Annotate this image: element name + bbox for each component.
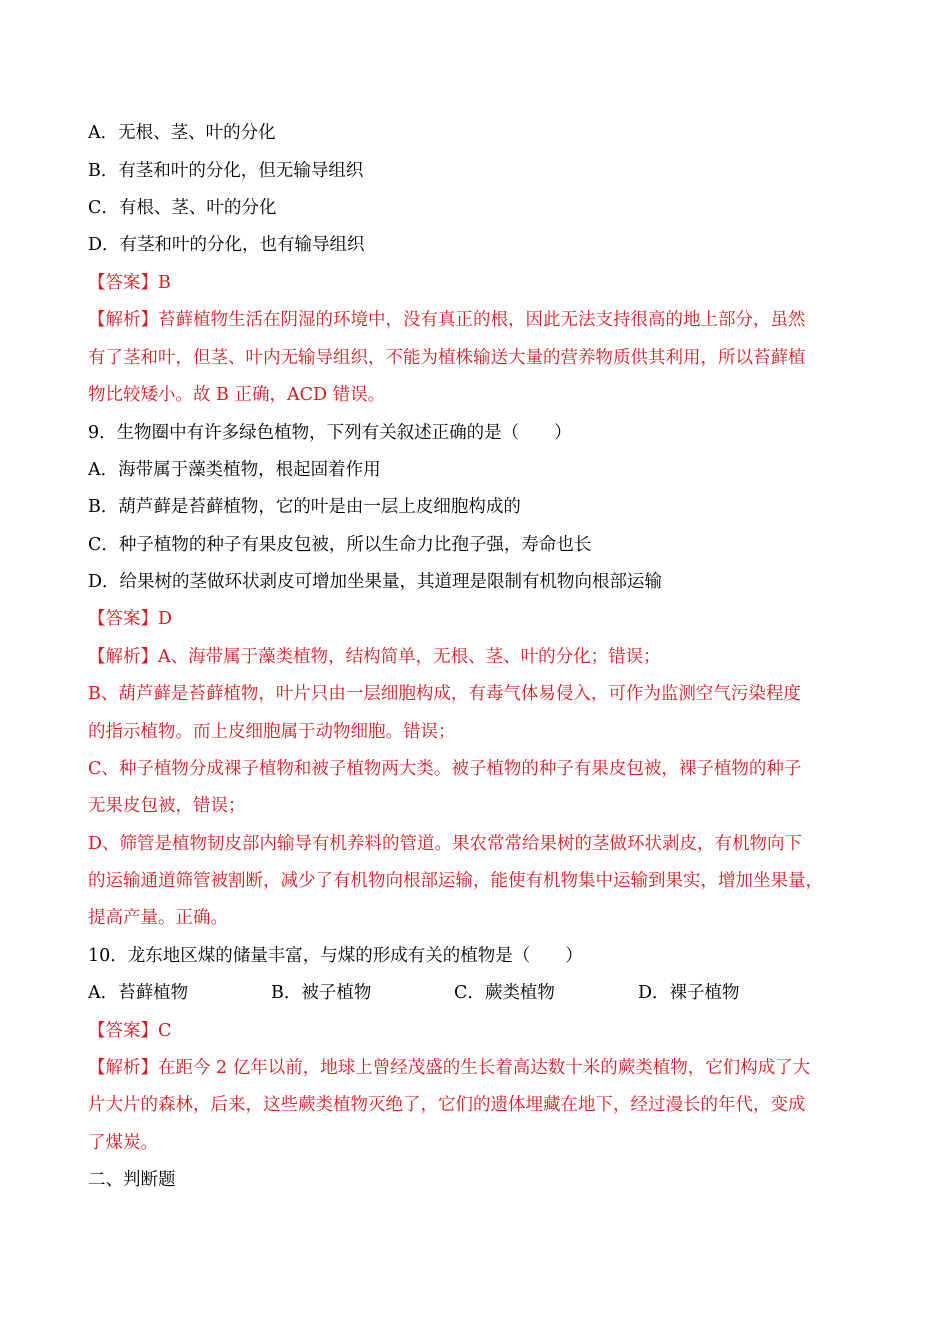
q8-option-c: C．有根、茎、叶的分化 bbox=[88, 198, 277, 218]
q9-option-d: D．给果树的茎做环状剥皮可增加坐果量，其道理是限制有机物向根部运输 bbox=[88, 572, 663, 592]
q9-option-c: C．种子植物的种子有果皮包被，所以生命力比孢子强，寿命也长 bbox=[88, 535, 592, 555]
q10-option-a: A．苔藓植物 bbox=[88, 983, 189, 1003]
q8-analysis-line-1: 【解析】苔藓植物生活在阴湿的环境中，没有真正的根，因此无法支持很高的地上部分，虽然 bbox=[88, 310, 806, 330]
q8-answer: 【答案】B bbox=[88, 273, 171, 293]
q9-analysis-line-1: 【解析】A、海带属于藻类植物，结构简单，无根、茎、叶的分化；错误； bbox=[88, 647, 661, 667]
q10-analysis-line-2: 片大片的森林，后来，这些蕨类植物灭绝了，它们的遗体埋藏在地下，经过漫长的年代，变成 bbox=[88, 1095, 806, 1115]
q10-option-c: C．蕨类植物 bbox=[454, 983, 555, 1003]
q8-analysis-line-2: 有了茎和叶，但茎、叶内无输导组织，不能为植株输送大量的营养物质供其利用，所以苔藓植 bbox=[88, 348, 806, 368]
q10-option-b: B．被子植物 bbox=[271, 983, 372, 1003]
q9-analysis-line-8: 提高产量。正确。 bbox=[88, 908, 228, 928]
q9-analysis-line-2: B、葫芦藓是苔藓植物，叶片只由一层细胞构成，有毒气体易侵入，可作为监测空气污染程度 bbox=[88, 684, 801, 704]
q9-answer: 【答案】D bbox=[88, 609, 173, 629]
q10-analysis-line-1: 【解析】在距今 2 亿年以前，地球上曾经茂盛的生长着高达数十米的蕨类植物，它们构成了大 bbox=[88, 1058, 811, 1078]
q9-analysis-line-3: 的指示植物。而上皮细胞属于动物细胞。错误； bbox=[88, 722, 456, 742]
q9-option-a: A．海带属于藻类植物，根起固着作用 bbox=[88, 460, 381, 480]
q10-analysis-line-3: 了煤炭。 bbox=[88, 1133, 158, 1153]
q9-analysis-line-6: D、筛管是植物韧皮部内输导有机养料的管道。果农常常给果树的茎做环状剥皮，有机物向下 bbox=[88, 834, 803, 854]
q9-option-b: B．葫芦藓是苔藓植物，它的叶是由一层上皮细胞构成的 bbox=[88, 497, 521, 517]
q8-option-a: A．无根、茎、叶的分化 bbox=[88, 123, 276, 143]
q9-analysis-line-7: 的运输通道筛管被割断，减少了有机物向根部运输，能使有机物集中运输到果实，增加坐果量， bbox=[88, 871, 823, 891]
q9-stem: 9．生物圈中有许多绿色植物，下列有关叙述正确的是（ ） bbox=[88, 423, 572, 443]
q8-option-d: D．有茎和叶的分化，也有输导组织 bbox=[88, 235, 365, 255]
q10-stem: 10．龙东地区煤的储量丰富，与煤的形成有关的植物是（ ） bbox=[88, 946, 583, 966]
q8-option-b: B．有茎和叶的分化，但无输导组织 bbox=[88, 161, 364, 181]
q10-answer: 【答案】C bbox=[88, 1021, 172, 1041]
section-heading: 二、判断题 bbox=[88, 1170, 176, 1190]
q9-analysis-line-5: 无果皮包被，错误； bbox=[88, 796, 246, 816]
q10-options-row bbox=[88, 980, 848, 1006]
q9-analysis-line-4: C、种子植物分成裸子植物和被子植物两大类。被子植物的种子有果皮包被，裸子植物的种子 bbox=[88, 759, 802, 779]
q8-analysis-line-3: 物比较矮小。故 B 正确，ACD 错误。 bbox=[88, 385, 386, 405]
q10-option-d: D．裸子植物 bbox=[638, 983, 740, 1003]
